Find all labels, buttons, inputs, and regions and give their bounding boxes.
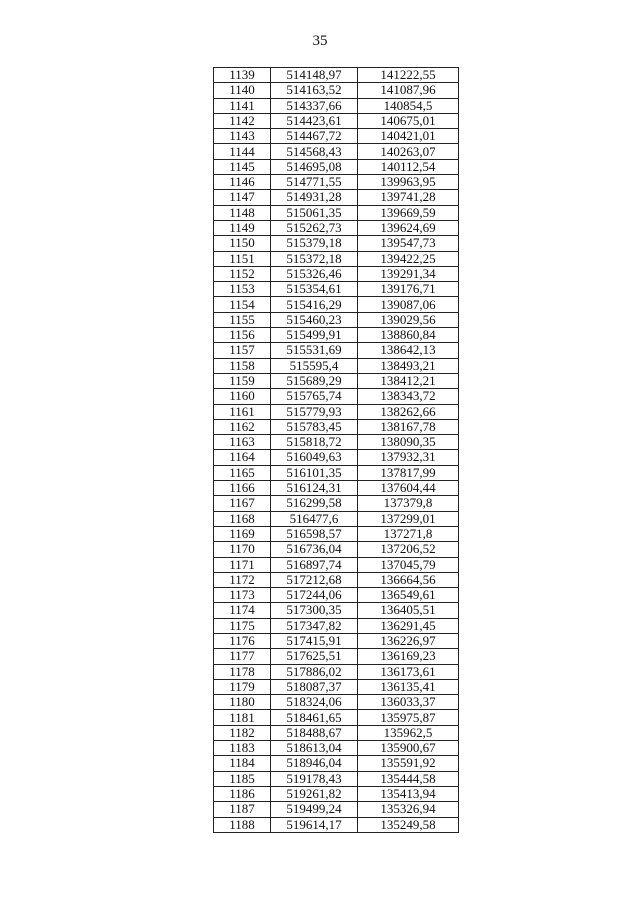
y-coordinate-cell: 135962,5 <box>358 725 459 740</box>
point-number-cell: 1152 <box>214 266 271 281</box>
y-coordinate-cell: 138167,78 <box>358 419 459 434</box>
x-coordinate-cell: 519178,43 <box>271 771 358 786</box>
x-coordinate-cell: 517244,06 <box>271 588 358 603</box>
point-number-cell: 1146 <box>214 175 271 190</box>
point-number-cell: 1148 <box>214 205 271 220</box>
y-coordinate-cell: 137206,52 <box>358 542 459 557</box>
table-row <box>214 373 459 388</box>
table-row <box>214 68 459 83</box>
x-coordinate-cell: 515595,4 <box>271 358 358 373</box>
x-coordinate-cell: 515531,69 <box>271 343 358 358</box>
x-coordinate-cell: 515765,74 <box>271 389 358 404</box>
table-row <box>214 771 459 786</box>
y-coordinate-cell: 135326,94 <box>358 802 459 817</box>
table-row <box>214 450 459 465</box>
point-number-cell: 1167 <box>214 496 271 511</box>
x-coordinate-cell: 515372,18 <box>271 251 358 266</box>
table-row <box>214 756 459 771</box>
point-number-cell: 1147 <box>214 190 271 205</box>
table-row <box>214 481 459 496</box>
point-number-cell: 1173 <box>214 588 271 603</box>
x-coordinate-cell: 518461,65 <box>271 710 358 725</box>
table-row <box>214 358 459 373</box>
point-number-cell: 1150 <box>214 236 271 251</box>
y-coordinate-cell: 140854,5 <box>358 98 459 113</box>
y-coordinate-cell: 139087,06 <box>358 297 459 312</box>
table-row <box>214 190 459 205</box>
point-number-cell: 1171 <box>214 557 271 572</box>
table-row <box>214 83 459 98</box>
y-coordinate-cell: 135413,94 <box>358 786 459 801</box>
table-row <box>214 710 459 725</box>
x-coordinate-cell: 516299,58 <box>271 496 358 511</box>
point-number-cell: 1166 <box>214 481 271 496</box>
x-coordinate-cell: 514423,61 <box>271 113 358 128</box>
point-number-cell: 1141 <box>214 98 271 113</box>
x-coordinate-cell: 519614,17 <box>271 817 358 832</box>
x-coordinate-cell: 518613,04 <box>271 741 358 756</box>
point-number-cell: 1163 <box>214 435 271 450</box>
x-coordinate-cell: 517886,02 <box>271 664 358 679</box>
table-row <box>214 664 459 679</box>
y-coordinate-cell: 139547,73 <box>358 236 459 251</box>
x-coordinate-cell: 515499,91 <box>271 328 358 343</box>
point-number-cell: 1184 <box>214 756 271 771</box>
table-row <box>214 695 459 710</box>
y-coordinate-cell: 139291,34 <box>358 266 459 281</box>
point-number-cell: 1162 <box>214 419 271 434</box>
y-coordinate-cell: 138343,72 <box>358 389 459 404</box>
x-coordinate-cell: 515416,29 <box>271 297 358 312</box>
point-number-cell: 1161 <box>214 404 271 419</box>
point-number-cell: 1177 <box>214 649 271 664</box>
point-number-cell: 1180 <box>214 695 271 710</box>
y-coordinate-cell: 139963,95 <box>358 175 459 190</box>
table-row <box>214 542 459 557</box>
x-coordinate-cell: 518946,04 <box>271 756 358 771</box>
table-row <box>214 511 459 526</box>
point-number-cell: 1186 <box>214 786 271 801</box>
y-coordinate-cell: 139422,25 <box>358 251 459 266</box>
y-coordinate-cell: 136405,51 <box>358 603 459 618</box>
table-row <box>214 282 459 297</box>
table-row <box>214 435 459 450</box>
table-row <box>214 741 459 756</box>
table-row <box>214 817 459 832</box>
x-coordinate-cell: 519499,24 <box>271 802 358 817</box>
x-coordinate-cell: 514771,55 <box>271 175 358 190</box>
y-coordinate-cell: 136664,56 <box>358 572 459 587</box>
point-number-cell: 1153 <box>214 282 271 297</box>
coordinates-table-body <box>214 68 459 833</box>
point-number-cell: 1169 <box>214 526 271 541</box>
x-coordinate-cell: 515818,72 <box>271 435 358 450</box>
point-number-cell: 1145 <box>214 159 271 174</box>
y-coordinate-cell: 137271,8 <box>358 526 459 541</box>
table-row <box>214 205 459 220</box>
y-coordinate-cell: 138412,21 <box>358 373 459 388</box>
point-number-cell: 1183 <box>214 741 271 756</box>
point-number-cell: 1164 <box>214 450 271 465</box>
y-coordinate-cell: 135975,87 <box>358 710 459 725</box>
point-number-cell: 1140 <box>214 83 271 98</box>
x-coordinate-cell: 515689,29 <box>271 373 358 388</box>
table-row <box>214 557 459 572</box>
point-number-cell: 1185 <box>214 771 271 786</box>
table-row <box>214 588 459 603</box>
table-row <box>214 419 459 434</box>
y-coordinate-cell: 137604,44 <box>358 481 459 496</box>
y-coordinate-cell: 139669,59 <box>358 205 459 220</box>
table-row <box>214 220 459 235</box>
x-coordinate-cell: 517415,91 <box>271 633 358 648</box>
x-coordinate-cell: 517625,51 <box>271 649 358 664</box>
x-coordinate-cell: 514695,08 <box>271 159 358 174</box>
table-row <box>214 312 459 327</box>
x-coordinate-cell: 519261,82 <box>271 786 358 801</box>
y-coordinate-cell: 138262,66 <box>358 404 459 419</box>
x-coordinate-cell: 517212,68 <box>271 572 358 587</box>
point-number-cell: 1181 <box>214 710 271 725</box>
y-coordinate-cell: 135900,67 <box>358 741 459 756</box>
y-coordinate-cell: 138860,84 <box>358 328 459 343</box>
y-coordinate-cell: 141087,96 <box>358 83 459 98</box>
page-number: 35 <box>312 33 328 49</box>
x-coordinate-cell: 515783,45 <box>271 419 358 434</box>
x-coordinate-cell: 514163,52 <box>271 83 358 98</box>
x-coordinate-cell: 514467,72 <box>271 129 358 144</box>
point-number-cell: 1157 <box>214 343 271 358</box>
point-number-cell: 1176 <box>214 633 271 648</box>
y-coordinate-cell: 138642,13 <box>358 343 459 358</box>
y-coordinate-cell: 140112,54 <box>358 159 459 174</box>
x-coordinate-cell: 518488,67 <box>271 725 358 740</box>
point-number-cell: 1178 <box>214 664 271 679</box>
x-coordinate-cell: 515326,46 <box>271 266 358 281</box>
x-coordinate-cell: 518324,06 <box>271 695 358 710</box>
point-number-cell: 1175 <box>214 618 271 633</box>
y-coordinate-cell: 137932,31 <box>358 450 459 465</box>
x-coordinate-cell: 516736,04 <box>271 542 358 557</box>
y-coordinate-cell: 140421,01 <box>358 129 459 144</box>
y-coordinate-cell: 137817,99 <box>358 465 459 480</box>
y-coordinate-cell: 136226,97 <box>358 633 459 648</box>
table-row <box>214 236 459 251</box>
x-coordinate-cell: 516101,35 <box>271 465 358 480</box>
table-row <box>214 144 459 159</box>
point-number-cell: 1158 <box>214 358 271 373</box>
x-coordinate-cell: 516598,57 <box>271 526 358 541</box>
point-number-cell: 1165 <box>214 465 271 480</box>
x-coordinate-cell: 515779,93 <box>271 404 358 419</box>
point-number-cell: 1156 <box>214 328 271 343</box>
table-row <box>214 633 459 648</box>
x-coordinate-cell: 514568,43 <box>271 144 358 159</box>
x-coordinate-cell: 515061,35 <box>271 205 358 220</box>
point-number-cell: 1155 <box>214 312 271 327</box>
x-coordinate-cell: 514337,66 <box>271 98 358 113</box>
table-row <box>214 175 459 190</box>
y-coordinate-cell: 139741,28 <box>358 190 459 205</box>
y-coordinate-cell: 137379,8 <box>358 496 459 511</box>
x-coordinate-cell: 517347,82 <box>271 618 358 633</box>
table-row <box>214 129 459 144</box>
y-coordinate-cell: 139624,69 <box>358 220 459 235</box>
y-coordinate-cell: 136173,61 <box>358 664 459 679</box>
y-coordinate-cell: 135444,58 <box>358 771 459 786</box>
point-number-cell: 1182 <box>214 725 271 740</box>
point-number-cell: 1154 <box>214 297 271 312</box>
table-row <box>214 496 459 511</box>
y-coordinate-cell: 136549,61 <box>358 588 459 603</box>
point-number-cell: 1172 <box>214 572 271 587</box>
x-coordinate-cell: 516049,63 <box>271 450 358 465</box>
x-coordinate-cell: 515379,18 <box>271 236 358 251</box>
y-coordinate-cell: 137045,79 <box>358 557 459 572</box>
point-number-cell: 1170 <box>214 542 271 557</box>
table-row <box>214 159 459 174</box>
coordinates-table <box>213 67 459 833</box>
y-coordinate-cell: 140675,01 <box>358 113 459 128</box>
y-coordinate-cell: 136291,45 <box>358 618 459 633</box>
table-row <box>214 98 459 113</box>
y-coordinate-cell: 138493,21 <box>358 358 459 373</box>
table-row <box>214 113 459 128</box>
x-coordinate-cell: 514148,97 <box>271 68 358 83</box>
point-number-cell: 1187 <box>214 802 271 817</box>
table-row <box>214 404 459 419</box>
y-coordinate-cell: 138090,35 <box>358 435 459 450</box>
point-number-cell: 1139 <box>214 68 271 83</box>
x-coordinate-cell: 514931,28 <box>271 190 358 205</box>
y-coordinate-cell: 139176,71 <box>358 282 459 297</box>
table-row <box>214 266 459 281</box>
x-coordinate-cell: 515460,23 <box>271 312 358 327</box>
y-coordinate-cell: 140263,07 <box>358 144 459 159</box>
x-coordinate-cell: 517300,35 <box>271 603 358 618</box>
table-row <box>214 603 459 618</box>
y-coordinate-cell: 135591,92 <box>358 756 459 771</box>
point-number-cell: 1160 <box>214 389 271 404</box>
point-number-cell: 1142 <box>214 113 271 128</box>
point-number-cell: 1188 <box>214 817 271 832</box>
y-coordinate-cell: 136169,23 <box>358 649 459 664</box>
table-row <box>214 649 459 664</box>
table-row <box>214 526 459 541</box>
table-row <box>214 343 459 358</box>
x-coordinate-cell: 515262,73 <box>271 220 358 235</box>
point-number-cell: 1159 <box>214 373 271 388</box>
table-row <box>214 802 459 817</box>
point-number-cell: 1144 <box>214 144 271 159</box>
point-number-cell: 1143 <box>214 129 271 144</box>
x-coordinate-cell: 516477,6 <box>271 511 358 526</box>
table-row <box>214 328 459 343</box>
point-number-cell: 1149 <box>214 220 271 235</box>
table-row <box>214 389 459 404</box>
x-coordinate-cell: 518087,37 <box>271 679 358 694</box>
table-row <box>214 618 459 633</box>
point-number-cell: 1168 <box>214 511 271 526</box>
table-row <box>214 465 459 480</box>
table-row <box>214 679 459 694</box>
y-coordinate-cell: 136033,37 <box>358 695 459 710</box>
x-coordinate-cell: 515354,61 <box>271 282 358 297</box>
table-row <box>214 725 459 740</box>
point-number-cell: 1179 <box>214 679 271 694</box>
y-coordinate-cell: 141222,55 <box>358 68 459 83</box>
table-row <box>214 251 459 266</box>
x-coordinate-cell: 516897,74 <box>271 557 358 572</box>
table-row <box>214 572 459 587</box>
point-number-cell: 1174 <box>214 603 271 618</box>
y-coordinate-cell: 137299,01 <box>358 511 459 526</box>
x-coordinate-cell: 516124,31 <box>271 481 358 496</box>
y-coordinate-cell: 136135,41 <box>358 679 459 694</box>
point-number-cell: 1151 <box>214 251 271 266</box>
table-row <box>214 297 459 312</box>
table-row <box>214 786 459 801</box>
y-coordinate-cell: 135249,58 <box>358 817 459 832</box>
y-coordinate-cell: 139029,56 <box>358 312 459 327</box>
